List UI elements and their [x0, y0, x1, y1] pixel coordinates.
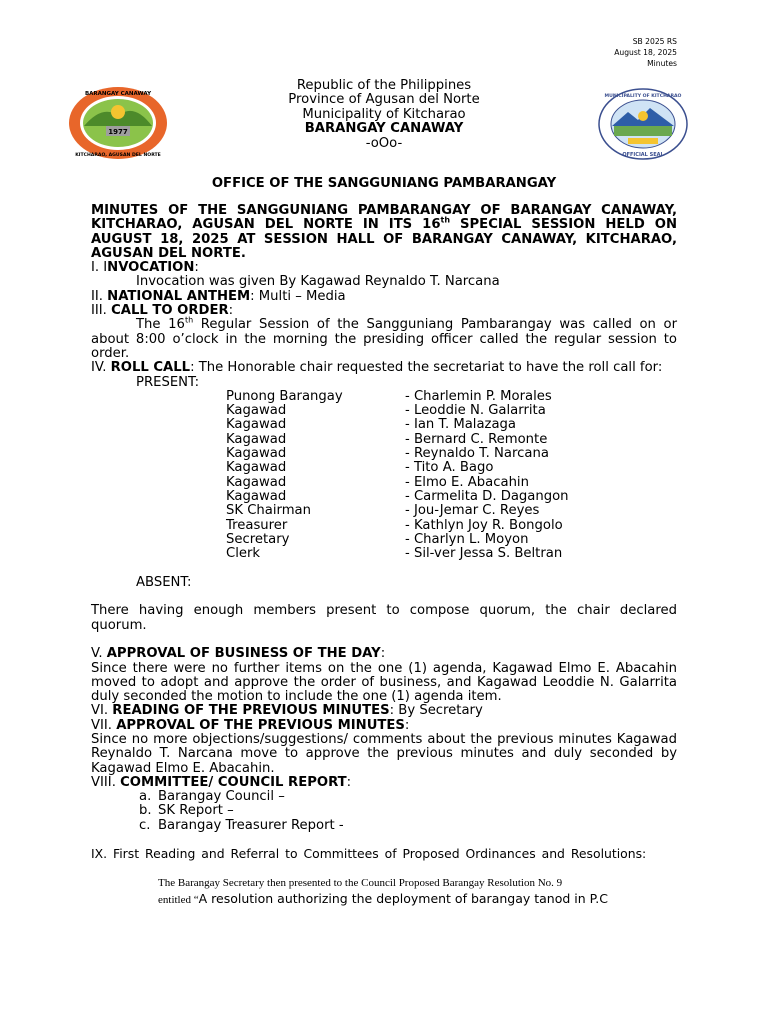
committee-list [91, 790, 677, 833]
seal-ring-text: MUNICIPALITY OF KITCHARAO [604, 94, 682, 99]
order-text-part2: Regular Session of the Sangguniang Pambarangay was called on or about 8:00 o’clock in the morning the presiding officer called the regular session to order. [91, 317, 677, 361]
minutes-title [91, 204, 677, 261]
header-barangay: BARANGAY CANAWAY [304, 121, 464, 137]
section-text: : Multi – Media [250, 288, 346, 304]
section-number: V. [91, 646, 107, 662]
section-number: VII. [91, 717, 117, 733]
office-title: OFFICE OF THE SANGGUNIANG PAMBARANGAY [211, 176, 557, 191]
title-part2: SPECIAL SESSION HELD ON AUGUST 18, 2025 AT SESSION HALL OF BARANGAY CANAWAY, KITCHARAO, AGUSAN DEL NORTE. [91, 217, 678, 261]
section-colon: : [404, 717, 410, 733]
member-position: Kagawad [226, 460, 287, 476]
roll-row [91, 447, 677, 461]
list-item [91, 804, 677, 818]
header-province: Province of Agusan del Norte [288, 92, 480, 108]
section-number: VIII. [91, 774, 121, 790]
call-to-order-text [91, 315, 677, 361]
section-heading: NVOCATION [107, 260, 195, 276]
absent-label: ABSENT: [136, 574, 192, 590]
resolution-line1: The Barangay Secretary then presented to the Council Proposed Barangay Resolution No. 9 [158, 876, 563, 889]
spacer [91, 561, 677, 575]
list-item [91, 790, 677, 804]
item-letter: b. [139, 803, 152, 819]
section-colon: : [194, 260, 199, 276]
seal-bottom-text: KITCHARAO, AGUSAN DEL NORTE [75, 153, 161, 158]
roll-row [91, 433, 677, 447]
roll-row [91, 547, 677, 561]
member-position: Clerk [226, 546, 261, 562]
section-colon: : [346, 774, 352, 790]
item-text: SK Report – [158, 803, 234, 819]
section-reading [91, 704, 677, 718]
item-text: Barangay Council – [158, 789, 285, 805]
roll-row [91, 461, 677, 475]
approval-text: Since no more objections/suggestions/ comments about the previous minutes Kagawad Reynaldo T. Narcana move to approve the previous minutes and duly seconded by Kagawad Elmo E. Abacahin. [91, 731, 677, 776]
member-position: SK Chairman [226, 503, 311, 519]
seal-bottom-text: OFFICIAL SEAL [622, 152, 664, 158]
roll-row [91, 476, 677, 490]
order-sup: th [184, 315, 194, 325]
roll-row [91, 390, 677, 404]
invocation-text: Invocation was given By Kagawad Reynaldo T. Narcana [136, 274, 500, 290]
item-letter: a. [139, 789, 152, 805]
section-heading: APPROVAL OF THE PREVIOUS MINUTES [116, 717, 405, 733]
section-committee [91, 776, 677, 790]
resolution-line2 [158, 891, 677, 908]
member-position: Kagawad [226, 488, 287, 504]
spacer [91, 833, 677, 847]
resolution-title: A resolution authorizing the deployment of barangay tanod in P.C [198, 890, 608, 906]
item-text: Barangay Treasurer Report - [158, 817, 344, 833]
roll-row [91, 519, 677, 533]
present-label: PRESENT: [136, 374, 200, 390]
section-first-reading: IX. First Reading and Referral to Committees of Proposed Ordinances and Resolutions: [91, 846, 647, 862]
member-position: Punong Barangay [226, 388, 343, 404]
member-name: - Leoddie N. Galarrita [405, 403, 546, 419]
section-heading: READING OF THE PREVIOUS MINUTES [112, 703, 390, 719]
member-name: - Reynaldo T. Narcana [405, 446, 549, 462]
member-name: - Bernard C. Remonte [405, 431, 548, 447]
section-colon: : [380, 646, 386, 662]
spacer [91, 590, 677, 604]
resolution-entitled: entitled “ [158, 893, 199, 906]
member-position: Kagawad [226, 446, 287, 462]
member-name: - Sil-ver Jessa S. Beltran [405, 546, 563, 562]
section-number: IV. [91, 360, 111, 376]
member-name: - Charlemin P. Morales [405, 388, 552, 404]
ref-code: SB 2025 RS [632, 37, 677, 46]
spacer [91, 633, 677, 647]
section-number: III. [91, 303, 112, 319]
section-approval [91, 719, 677, 733]
header-country: Republic of the Philippines [296, 78, 472, 93]
header-divider: -oOo- [365, 135, 403, 151]
member-name: - Tito A. Bago [405, 460, 494, 476]
seal-ring-text: BARANGAY CANAWAY [84, 91, 152, 97]
section-business [91, 647, 677, 661]
ref-type: Minutes [647, 59, 677, 68]
member-name: - Carmelita D. Dagangon [405, 488, 569, 504]
section-colon: : [228, 303, 234, 319]
title-sup: th [440, 215, 451, 225]
header-municipality: Municipality of Kitcharao [302, 106, 466, 122]
resolution-text [91, 876, 677, 908]
order-text-part1: The 16 [136, 317, 185, 333]
section-number: I. I [91, 260, 108, 276]
member-name: - Charlyn L. Moyon [405, 531, 529, 547]
member-position: Kagawad [226, 417, 287, 433]
title-part1: MINUTES OF THE SANGGUNIANG PAMBARANGAY OF BARANGAY CANAWAY, KITCHARAO, AGUSAN DEL NORTE IN ITS 16 [91, 203, 677, 233]
member-name: - Elmo E. Abacahin [405, 474, 529, 490]
section-number: II. [91, 288, 108, 304]
document-header [0, 79, 768, 151]
section-text: : The Honorable chair requested the secretariat to have the roll call for: [190, 360, 663, 376]
item-letter: c. [139, 817, 151, 833]
roll-row [91, 418, 677, 432]
section-heading: COMMITTEE/ COUNCIL REPORT [120, 774, 347, 790]
roll-row [91, 404, 677, 418]
list-item [91, 819, 677, 833]
ref-date: August 18, 2025 [614, 48, 677, 57]
section-text: : By Secretary [389, 703, 483, 719]
spacer [91, 862, 677, 876]
member-name: - Ian T. Malazaga [405, 417, 517, 433]
roll-call-list [91, 390, 677, 562]
minutes-body [91, 204, 677, 908]
document-reference [614, 36, 677, 69]
member-position: Treasurer [226, 517, 288, 533]
roll-row [91, 490, 677, 504]
section-heading: NATIONAL ANTHEM [107, 288, 251, 304]
roll-row [91, 504, 677, 518]
business-text: Since there were no further items on the one (1) agenda, Kagawad Elmo E. Abacahin moved to adopt and approve the order of business, and Kagawad Leoddie N. Galarrita duly seconded the motion to include the one (1) agenda item. [91, 660, 677, 705]
section-heading: APPROVAL OF BUSINESS OF THE DAY [106, 646, 381, 662]
member-name: - Kathlyn Joy R. Bongolo [405, 517, 563, 533]
member-name: - Jou-Jemar C. Reyes [405, 503, 540, 519]
section-invocation [91, 261, 677, 275]
section-roll-call [91, 361, 677, 375]
section-number: VI. [91, 703, 113, 719]
seal-year: 1977 [108, 128, 128, 136]
section-anthem [91, 290, 677, 304]
member-position: Secretary [226, 531, 290, 547]
section-heading: ROLL CALL [110, 360, 191, 376]
roll-row [91, 533, 677, 547]
member-position: Kagawad [226, 474, 287, 490]
member-position: Kagawad [226, 403, 287, 419]
quorum-text: There having enough members present to compose quorum, the chair declared quorum. [91, 603, 677, 633]
member-position: Kagawad [226, 431, 287, 447]
section-heading: CALL TO ORDER [111, 303, 229, 319]
